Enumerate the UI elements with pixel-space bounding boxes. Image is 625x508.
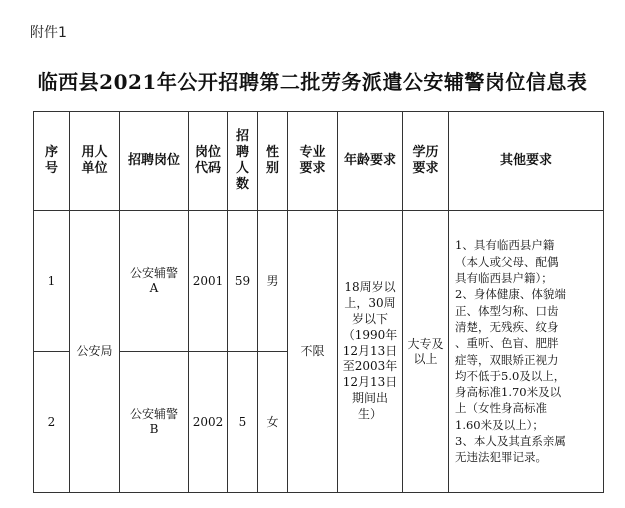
header-seq: 序 号 bbox=[34, 112, 70, 211]
cell-code: 2001 bbox=[189, 211, 228, 352]
cell-position: 公安辅警 A bbox=[120, 211, 189, 352]
header-age: 年龄要求 bbox=[338, 112, 403, 211]
header-education: 学历 要求 bbox=[403, 112, 449, 211]
header-count: 招 聘 人 数 bbox=[228, 112, 258, 211]
cell-code: 2002 bbox=[189, 352, 228, 493]
attachment-label: 附件1 bbox=[30, 25, 67, 41]
cell-count: 59 bbox=[228, 211, 258, 352]
cell-position: 公安辅警 B bbox=[120, 352, 189, 493]
table-row bbox=[34, 211, 604, 352]
cell-gender: 女 bbox=[258, 352, 288, 493]
cell-other: 1、具有临西县户籍 （本人或父母、配偶 具有临西县户籍）； 2、身体健康、体貌端 正、体型匀称、口齿 清楚，无残疾、纹身 、重听、色盲、肥胖 症等，双眼矫正视力 均不低于5.0及以上， 身高标准1.70米及以 上（女性身高标准 1.60米及以上）； 3、本人及其直系亲属 无违法犯罪记录。 bbox=[449, 211, 604, 493]
cell-major: 不限 bbox=[288, 211, 338, 493]
document-title: 临西县2021年公开招聘第二批劳务派遣公安辅警岗位信息表 bbox=[37, 70, 588, 94]
cell-count: 5 bbox=[228, 352, 258, 493]
header-employer: 用人 单位 bbox=[70, 112, 120, 211]
table-header-row bbox=[34, 112, 604, 211]
cell-gender: 男 bbox=[258, 211, 288, 352]
header-gender: 性 别 bbox=[258, 112, 288, 211]
header-code: 岗位 代码 bbox=[189, 112, 228, 211]
cell-seq: 1 bbox=[34, 211, 70, 352]
cell-employer: 公安局 bbox=[70, 211, 120, 493]
cell-education: 大专及 以上 bbox=[403, 211, 449, 493]
cell-seq: 2 bbox=[34, 352, 70, 493]
cell-age: 18周岁以 上，30周 岁以下 （1990年 12月13日 至2003年 12月13日 期间出 生） bbox=[338, 211, 403, 493]
header-position: 招聘岗位 bbox=[120, 112, 189, 211]
recruitment-info-table bbox=[33, 111, 604, 493]
header-other: 其他要求 bbox=[449, 112, 604, 211]
header-major: 专业 要求 bbox=[288, 112, 338, 211]
